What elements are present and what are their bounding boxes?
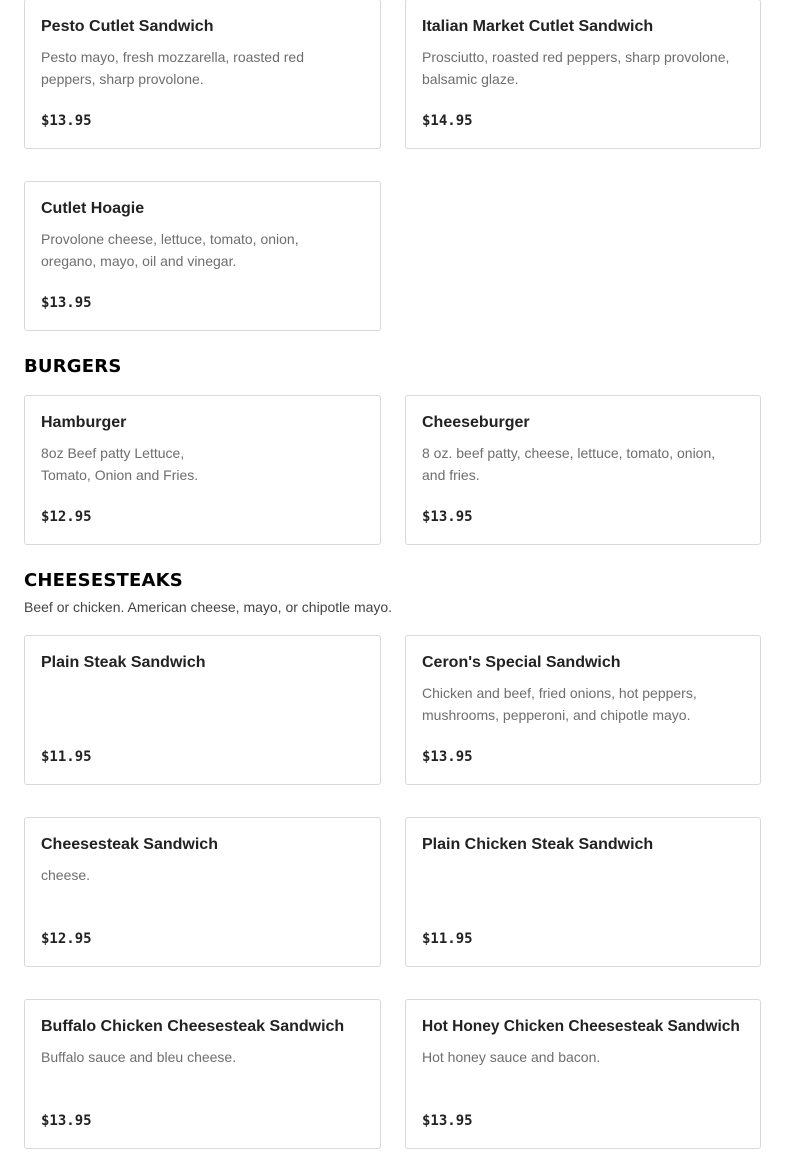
menu-item-description: Prosciutto, roasted red peppers, sharp provolone, balsamic glaze. [422,49,730,87]
menu-item-price: $13.95 [41,295,92,311]
section-heading-burgers: BURGERS [24,356,122,377]
menu-item-price: $11.95 [41,749,92,765]
menu-item-price: $12.95 [41,931,92,947]
menu-item-name: Cheesesteak Sandwich [41,836,218,853]
menu-item-price: $14.95 [422,113,473,129]
menu-item-name: Italian Market Cutlet Sandwich [422,18,654,35]
menu-item-description: 8 oz. beef patty, cheese, lettuce, tomato, onion, and fries. [422,445,716,483]
menu-item-description: Hot honey sauce and bacon. [422,1049,601,1065]
menu-item-price: $13.95 [422,749,473,765]
menu-item-name: Plain Chicken Steak Sandwich [422,836,654,853]
menu-item-card[interactable] [24,635,381,785]
menu-item-price: $13.95 [41,1113,92,1129]
menu-item-description: cheese. [41,867,91,883]
menu-item-description: Chicken and beef, fried onions, hot peppers, mushrooms, pepperoni, and chipotle mayo. [422,685,697,723]
menu-item-name: Hamburger [41,414,127,431]
menu-item-description: Pesto mayo, fresh mozzarella, roasted red peppers, sharp provolone. [41,49,305,87]
menu-item-name: Pesto Cutlet Sandwich [41,18,214,35]
menu-item-card[interactable] [24,817,381,967]
menu-item-card[interactable] [24,0,381,149]
section-heading-cheesesteaks: CHEESESTEAKS [24,570,183,591]
menu-item-price: $13.95 [41,113,92,129]
menu-item-card[interactable] [405,635,761,785]
menu-item-card[interactable] [24,999,381,1149]
menu-item-card[interactable] [405,817,761,967]
menu-item-description: Provolone cheese, lettuce, tomato, onion, oregano, mayo, oil and vinegar. [41,231,299,269]
menu-item-name: Plain Steak Sandwich [41,654,206,671]
menu-item-description: 8oz Beef patty Lettuce, Tomato, Onion and Fries. [41,445,199,483]
menu-item-card[interactable] [24,395,381,545]
section-description: Beef or chicken. American cheese, mayo, or chipotle mayo. [24,599,393,615]
menu-item-name: Cutlet Hoagie [41,200,145,217]
menu-item-card[interactable] [405,395,761,545]
menu-item-card[interactable] [24,181,381,331]
menu-item-name: Hot Honey Chicken Cheesesteak Sandwich [422,1018,740,1035]
menu-item-name: Ceron's Special Sandwich [422,654,621,671]
menu-item-name: Buffalo Chicken Cheesesteak Sandwich [41,1018,345,1035]
menu-item-name: Cheeseburger [422,414,530,431]
menu-item-price: $12.95 [41,509,92,525]
menu-item-price: $11.95 [422,931,473,947]
menu-item-description: Buffalo sauce and bleu cheese. [41,1049,237,1065]
menu-item-price: $13.95 [422,509,473,525]
menu-item-card[interactable] [405,999,761,1149]
menu-item-card[interactable] [405,0,761,149]
menu-item-price: $13.95 [422,1113,473,1129]
